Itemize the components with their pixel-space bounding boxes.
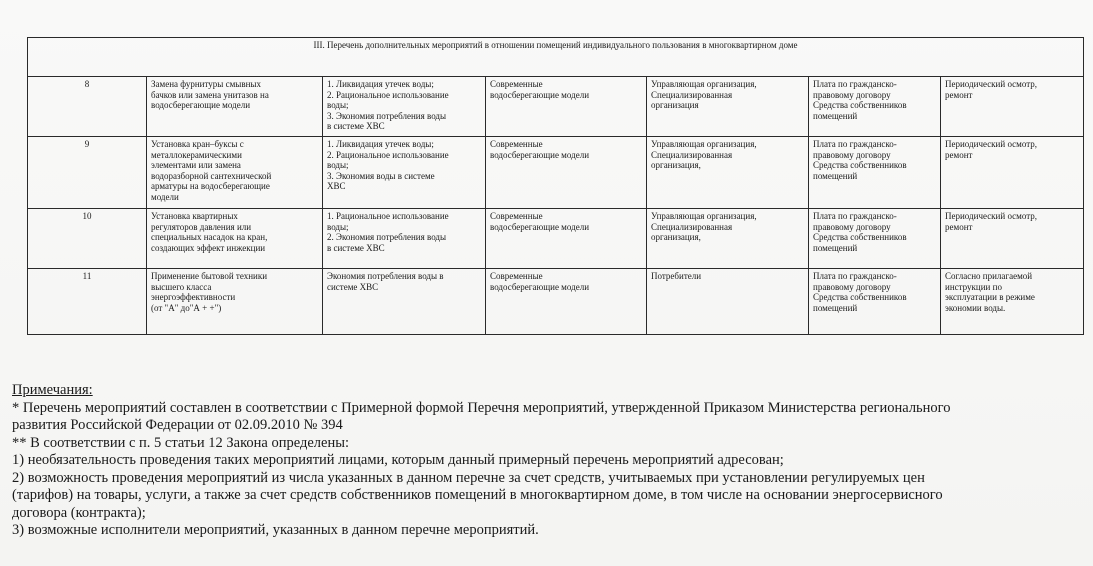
cell-line: правовому договору xyxy=(813,89,891,100)
cell-line: Управляющая организация, xyxy=(651,139,757,149)
control-cell xyxy=(941,209,1084,269)
executor-cell xyxy=(647,137,809,209)
cell-line: высшего класса xyxy=(151,281,212,292)
executor-cell xyxy=(647,77,809,137)
cell-line: правовому договору xyxy=(813,221,891,232)
cell-line: водосберегающие модели xyxy=(151,100,251,110)
cell-line: Средства собственников xyxy=(813,292,907,302)
row-number: 10 xyxy=(28,209,147,269)
cell-line: экономии воды. xyxy=(945,302,1006,313)
cell-line: Установка кран–буксы с xyxy=(151,139,244,149)
cell-line: Управляющая организация, xyxy=(651,211,757,221)
notes-section xyxy=(12,382,1082,540)
cell-line: организация, xyxy=(651,232,701,242)
cell-line: воды; xyxy=(327,160,349,170)
control-cell xyxy=(941,137,1084,209)
cell-line: правовому договору xyxy=(813,281,891,292)
cell-line: организация xyxy=(651,100,699,110)
technology-cell xyxy=(486,77,647,137)
executor-cell xyxy=(647,269,809,335)
measure-cell xyxy=(147,209,323,269)
cell-line: помещений xyxy=(813,110,858,121)
table-title-row xyxy=(28,38,1084,77)
cell-line: эксплуатации в режиме xyxy=(945,292,1035,302)
cell-line: Средства собственников xyxy=(813,232,907,242)
note-line: (тарифов) на товары, услуги, а также за счет средств собственников помещений в многоквартирном доме, в том числе на основании энергосервисного xyxy=(12,487,943,503)
table-title: III. Перечень дополнительных мероприятий в отношении помещений индивидуального пользования в многоквартирном доме xyxy=(28,38,1084,77)
control-cell xyxy=(941,77,1084,137)
cell-line: системе ХВС xyxy=(327,281,379,292)
cell-line: ремонт xyxy=(945,221,973,232)
cell-line: Замена фурнитуры смывных xyxy=(151,79,261,89)
cell-line: 2. Рациональное использование xyxy=(327,149,449,160)
cell-line: водосберегающие модели xyxy=(490,149,590,160)
cell-line: элементами или замена xyxy=(151,160,241,170)
note-line: договора (контракта); xyxy=(12,504,146,521)
cell-line: в системе ХВС xyxy=(327,121,385,131)
cell-line: металлокерамическими xyxy=(151,149,242,160)
effect-cell xyxy=(323,77,486,137)
cell-line: энергоэффективности xyxy=(151,292,236,302)
cell-line: Средства собственников xyxy=(813,160,907,170)
cell-line: Установка квартирных xyxy=(151,211,238,221)
cell-line: 2. Экономия потребления воды xyxy=(327,232,447,242)
cell-line: 1. Ликвидация утечек воды; xyxy=(327,139,434,149)
note-line: ** В соответствии с п. 5 статьи 12 Закона определены: xyxy=(12,434,349,451)
cell-line: водосберегающие модели xyxy=(490,89,590,100)
cell-line: Специализированная xyxy=(651,221,733,232)
row-number: 11 xyxy=(28,269,147,335)
cell-line: ремонт xyxy=(945,149,973,160)
measure-cell xyxy=(147,137,323,209)
table-row xyxy=(28,209,1084,269)
cell-line: водосберегающие модели xyxy=(490,281,590,292)
cell-line: Специализированная xyxy=(651,89,733,100)
note-line: развития Российской Федерации от 02.09.2010 № 394 xyxy=(12,417,343,433)
measure-cell xyxy=(147,269,323,335)
cell-line: Современные xyxy=(490,211,543,221)
note-line: * Перечень мероприятий составлен в соответствии с Примерной формой Перечня мероприятий, утвержденной Приказом Министерства регионального xyxy=(12,399,951,416)
cell-line: Потребители xyxy=(651,271,702,281)
cell-line: Современные xyxy=(490,139,543,149)
cell-line: Современные xyxy=(490,271,543,281)
cell-line: бачков или замена унитазов на xyxy=(151,89,269,100)
funding-cell xyxy=(809,269,941,335)
cell-line: помещений xyxy=(813,302,858,313)
cell-line: правовому договору xyxy=(813,149,891,160)
technology-cell xyxy=(486,137,647,209)
cell-line: Согласно прилагаемой xyxy=(945,271,1033,281)
cell-line: воды; xyxy=(327,221,349,232)
notes-heading: Примечания: xyxy=(12,382,93,398)
cell-line: специальных насадок на кран, xyxy=(151,232,268,242)
cell-line: 1. Рациональное использование xyxy=(327,211,449,221)
cell-line: создающих эффект инжекции xyxy=(151,242,266,253)
effect-cell xyxy=(323,137,486,209)
cell-line: 2. Рациональное использование xyxy=(327,89,449,100)
cell-line: Плата по гражданско- xyxy=(813,139,897,149)
table-row xyxy=(28,77,1084,137)
effect-cell xyxy=(323,209,486,269)
row-number: 9 xyxy=(28,137,147,209)
cell-line: Экономия потребления воды в xyxy=(327,271,444,281)
cell-line: водосберегающие модели xyxy=(490,221,590,232)
technology-cell xyxy=(486,209,647,269)
cell-line: инструкции по xyxy=(945,281,1002,292)
cell-line: Периодический осмотр, xyxy=(945,79,1038,89)
effect-cell xyxy=(323,269,486,335)
note-line: 2) возможность проведения мероприятий из числа указанных в данном перечне за счет средств, учитываемых при установлении регулируемых цен xyxy=(12,469,925,486)
cell-line: Средства собственников xyxy=(813,100,907,110)
cell-line: Современные xyxy=(490,79,543,89)
cell-line: Плата по гражданско- xyxy=(813,211,897,221)
cell-line: регуляторов давления или xyxy=(151,221,252,232)
funding-cell xyxy=(809,209,941,269)
row-number: 8 xyxy=(28,77,147,137)
cell-line: Управляющая организация, xyxy=(651,79,757,89)
note-line: 3) возможные исполнители мероприятий, указанных в данном перечне мероприятий. xyxy=(12,522,539,538)
cell-line: Плата по гражданско- xyxy=(813,271,897,281)
cell-line: ХВС xyxy=(327,181,346,191)
cell-line: помещений xyxy=(813,242,858,253)
cell-line: (от "А" до"А + +") xyxy=(151,302,222,313)
table-row xyxy=(28,137,1084,209)
cell-line: помещений xyxy=(813,170,858,181)
funding-cell xyxy=(809,77,941,137)
cell-line: Периодический осмотр, xyxy=(945,211,1038,221)
cell-line: Применение бытовой техники xyxy=(151,271,268,281)
cell-line: модели xyxy=(151,191,179,202)
cell-line: организация, xyxy=(651,160,701,170)
cell-line: в системе ХВС xyxy=(327,242,385,253)
cell-line: 3. Экономия воды в системе xyxy=(327,170,435,181)
cell-line: арматуры на водосберегающие xyxy=(151,181,270,191)
cell-line: Периодический осмотр, xyxy=(945,139,1038,149)
executor-cell xyxy=(647,209,809,269)
cell-line: Специализированная xyxy=(651,149,733,160)
table-row xyxy=(28,269,1084,335)
note-line: 1) необязательность проведения таких мероприятий лицами, которым данный примерный перечень мероприятий адресован; xyxy=(12,452,784,468)
cell-line: 3. Экономия потребления воды xyxy=(327,110,447,121)
cell-line: ремонт xyxy=(945,89,973,100)
cell-line: воды; xyxy=(327,100,349,110)
control-cell xyxy=(941,269,1084,335)
funding-cell xyxy=(809,137,941,209)
cell-line: Плата по гражданско- xyxy=(813,79,897,89)
cell-line: 1. Ликвидация утечек воды; xyxy=(327,79,434,89)
cell-line: водоразборной сантехнической xyxy=(151,170,272,181)
technology-cell xyxy=(486,269,647,335)
measures-table xyxy=(27,37,1084,335)
measure-cell xyxy=(147,77,323,137)
